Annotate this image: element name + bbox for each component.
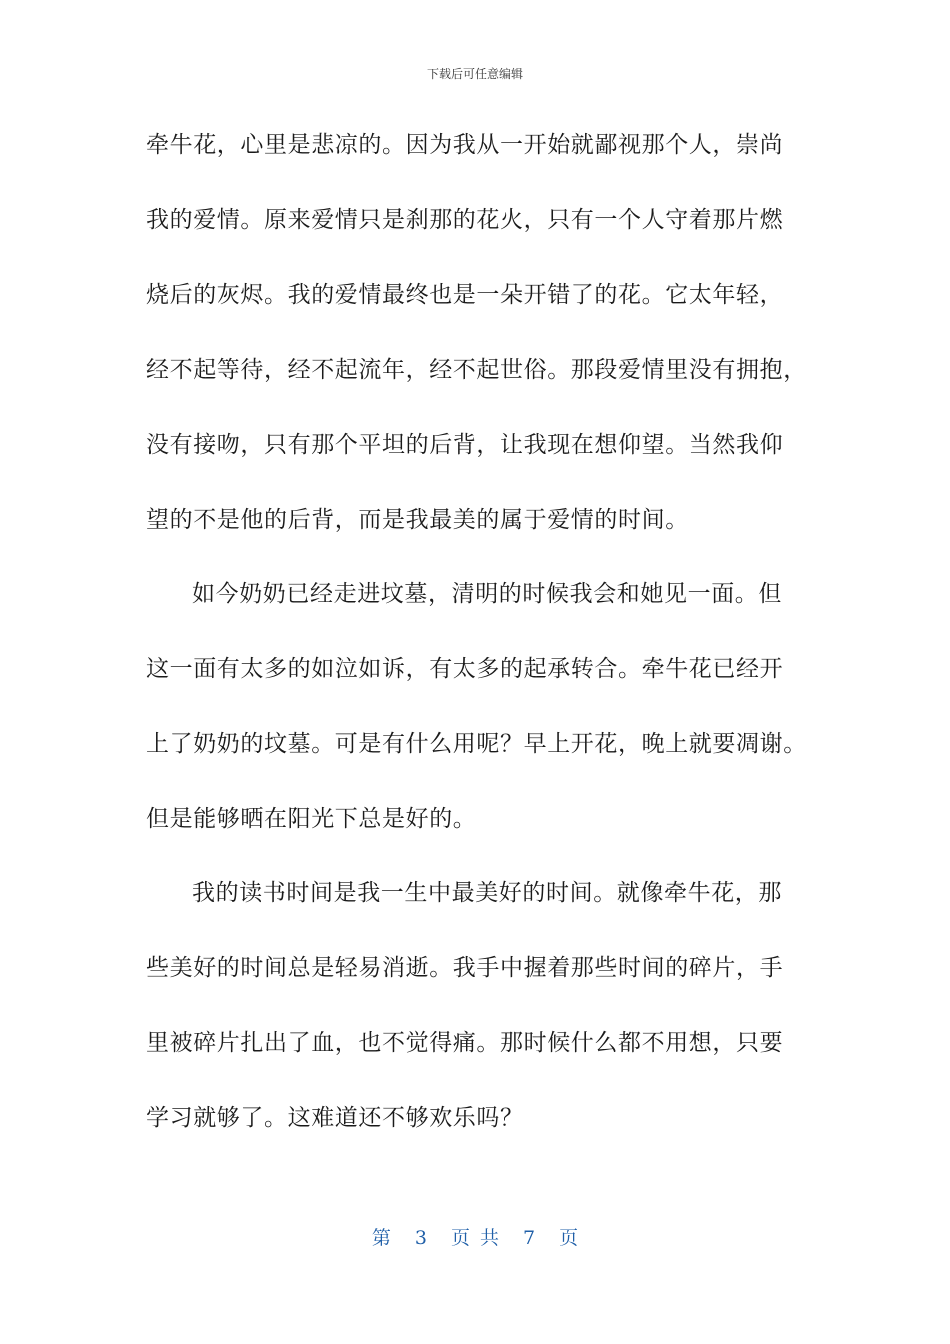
- paragraph-1-line-4: 经不起等待，经不起流年，经不起世俗。那段爱情里没有拥抱，: [146, 357, 807, 383]
- page-number-footer: [0, 1226, 950, 1250]
- paragraph-3-line-2: 些美好的时间总是轻易消逝。我手中握着那些时间的碎片，手: [146, 955, 784, 981]
- paragraph-2-line-3: 上了奶奶的坟墓。可是有什么用呢？早上开花，晚上就要凋谢。: [146, 731, 807, 757]
- footer-prefix: 第: [371, 1227, 391, 1249]
- paragraph-2-line-1: 如今奶奶已经走进坟墓，清明的时候我会和她见一面。但: [192, 581, 782, 607]
- paragraph-3-line-1: 我的读书时间是我一生中最美好的时间。就像牵牛花，那: [192, 880, 782, 906]
- page-header: 下载后可任意编辑: [426, 67, 523, 81]
- paragraph-1-line-3: 烧后的灰烬。我的爱情最终也是一朵开错了的花。它太年轻，: [146, 282, 784, 308]
- footer-total-pages: 7: [523, 1227, 536, 1249]
- paragraph-3-line-4: 学习就够了。这难道还不够欢乐吗？: [146, 1105, 524, 1131]
- paragraph-1-line-1: 牵牛花，心里是悲凉的。因为我从一开始就鄙视那个人，崇尚: [146, 132, 784, 158]
- paragraph-1-line-5: 没有接吻，只有那个平坦的后背，让我现在想仰望。当然我仰: [146, 432, 784, 458]
- paragraph-3-line-3: 里被碎片扎出了血，也不觉得痛。那时候什么都不用想，只要: [146, 1030, 784, 1056]
- paragraph-2-line-2: 这一面有太多的如泣如诉，有太多的起承转合。牵牛花已经开: [146, 656, 784, 682]
- footer-suffix: 页: [559, 1227, 579, 1249]
- footer-current-page: 3: [414, 1227, 427, 1249]
- paragraph-1-line-2: 我的爱情。原来爱情只是刹那的花火，只有一个人守着那片燃: [146, 207, 784, 233]
- paragraph-2-line-4: 但是能够晒在阳光下总是好的。: [146, 806, 477, 832]
- footer-middle: 页共: [450, 1227, 509, 1249]
- paragraph-1-line-6: 望的不是他的后背，而是我最美的属于爱情的时间。: [146, 507, 689, 533]
